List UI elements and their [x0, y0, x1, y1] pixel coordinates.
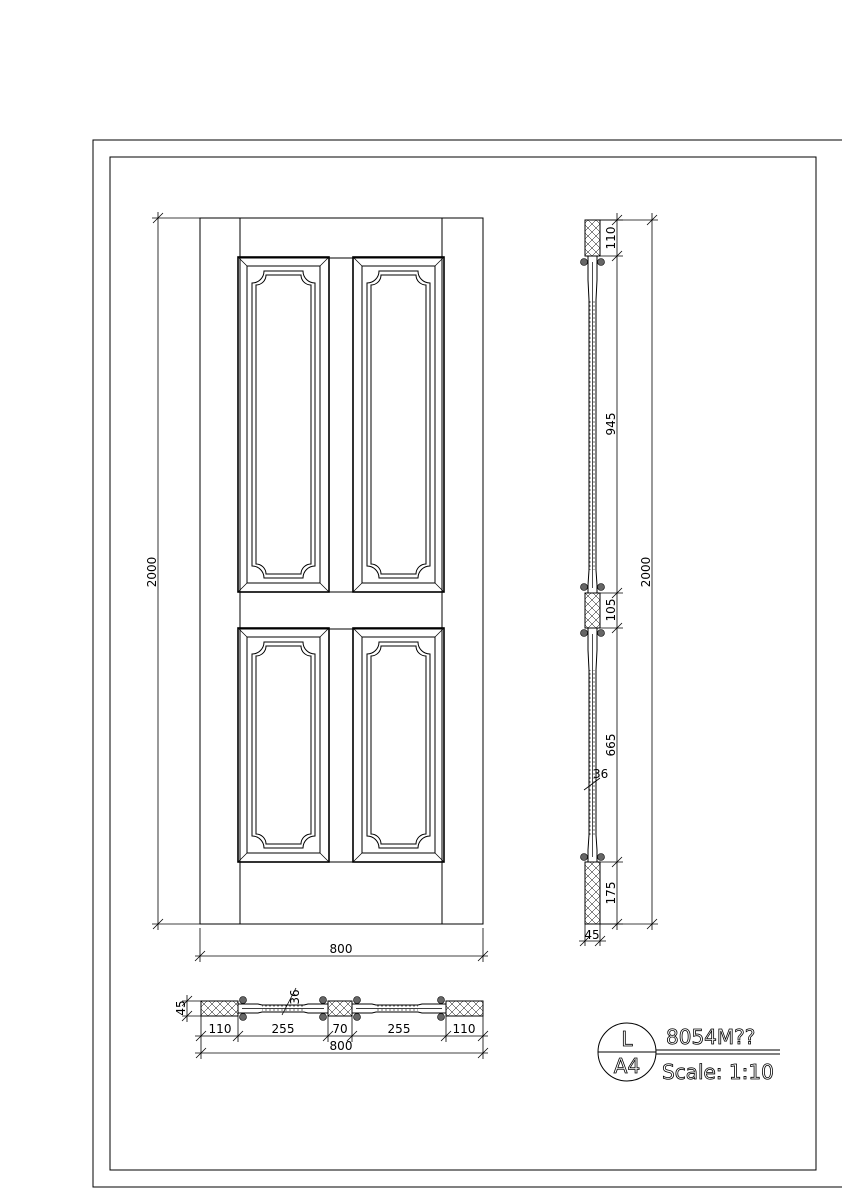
- side-dim-175: 175: [604, 881, 618, 905]
- side-thickness-dimension: [579, 924, 606, 946]
- scale-label: Scale: 1:10: [662, 1060, 774, 1084]
- plan-dim-70: 70: [332, 1022, 348, 1036]
- side-total-dimension: [600, 213, 658, 930]
- sheet-size: A4: [613, 1054, 641, 1078]
- side-dim-110: 110: [604, 226, 618, 250]
- front-view: [145, 212, 488, 962]
- side-dim-665: 665: [604, 733, 618, 757]
- door-panel: [353, 628, 444, 862]
- plan-dim-110-right: 110: [452, 1022, 476, 1036]
- plan-dim-110-left: 110: [208, 1022, 232, 1036]
- door-panel: [238, 257, 329, 592]
- door-panel: [238, 628, 329, 862]
- plan-dim-255-left: 255: [271, 1022, 295, 1036]
- plan-thickness-dimension: [174, 995, 201, 1022]
- side-dim-945: 945: [604, 412, 618, 436]
- title-block: [598, 1023, 780, 1084]
- plan-thickness-label: 45: [174, 1000, 188, 1016]
- model-number: 8054M??: [666, 1025, 756, 1049]
- sheet-letter: L: [621, 1027, 633, 1051]
- plan-total-dimension: [195, 1039, 488, 1059]
- front-height-dimension: [145, 212, 200, 930]
- plan-panel-thickness-label: 36: [288, 989, 302, 1005]
- plan-total-label: 800: [329, 1039, 353, 1053]
- side-dim-105: 105: [604, 598, 618, 622]
- front-width-label: 800: [329, 942, 353, 956]
- side-panel-thickness-label: 36: [593, 767, 609, 781]
- door-panel: [353, 257, 444, 592]
- door-panels: [238, 257, 444, 862]
- front-height-label: 2000: [145, 556, 159, 588]
- side-total-label: 2000: [639, 556, 653, 588]
- side-chain-dimension: [600, 213, 623, 930]
- door-outline: [200, 218, 483, 924]
- front-width-dimension: [195, 928, 488, 962]
- side-thickness-label: 45: [584, 928, 600, 942]
- side-section: [579, 213, 658, 946]
- plan-dim-255-right: 255: [387, 1022, 411, 1036]
- plan-section: [174, 988, 488, 1059]
